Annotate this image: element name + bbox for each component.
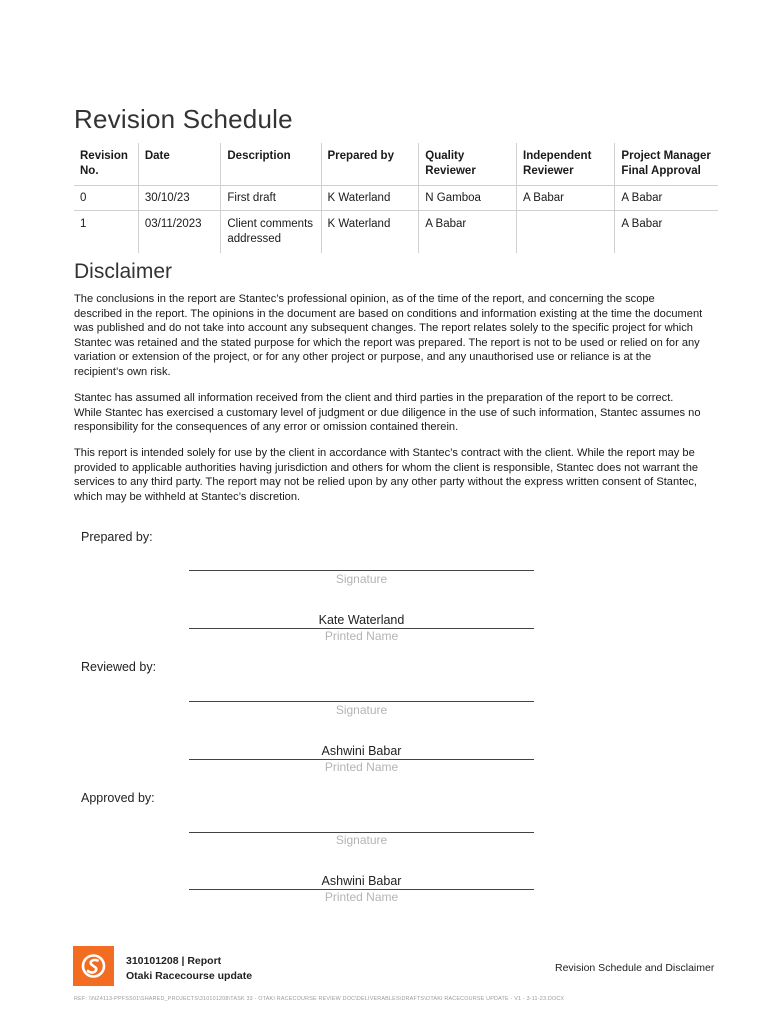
header-quality-reviewer: Quality Reviewer <box>419 143 517 186</box>
disclaimer-paragraph: The conclusions in the report are Stantec’s professional opinion, as of the time of the report, and concerning the scope described in the report. The opinions in the document are based on conditions and information existing at the time the document was published and do not take into account any subsequent changes. The report relates solely to the specific project for which Stantec was retained and the stated purpose for which the report was prepared. The report is not to be used or relied on for any variation or extension of the project, or for any other project or purpose, and any unauthorised use or reliance is at the recipient’s own risk. <box>74 293 703 378</box>
header-description: Description <box>221 143 321 186</box>
cell-independent-reviewer <box>517 211 615 254</box>
printed-name-hint: Printed Name <box>324 760 399 774</box>
cell-pm-approval: A Babar <box>615 211 718 254</box>
printed-name-hint: Printed Name <box>324 890 399 904</box>
cell-description: First draft <box>221 186 321 211</box>
printed-name: Ashwini Babar <box>321 874 402 888</box>
header-pm-approval: Project Manager Final Approval <box>615 143 718 186</box>
cell-date: 03/11/2023 <box>138 211 221 254</box>
revision-schedule-table <box>74 143 718 253</box>
signature-hint: Signature <box>335 703 388 717</box>
approved-by-label: Approved by: <box>81 791 155 805</box>
cell-description: Client comments addressed <box>221 211 321 254</box>
cell-quality-reviewer: A Babar <box>419 211 517 254</box>
cell-prepared-by: K Waterland <box>321 186 419 211</box>
footer-section-title: Revision Schedule and Disclaimer <box>555 962 715 974</box>
footer-project-code: 310101208 | Report <box>126 955 222 967</box>
signature-line <box>189 570 534 571</box>
prepared-by-label: Prepared by: <box>81 530 153 544</box>
cell-pm-approval: A Babar <box>615 186 718 211</box>
table-header-row <box>74 143 718 186</box>
stantec-logo-mark <box>73 946 114 986</box>
cell-revision: 1 <box>80 218 87 230</box>
reviewed-by-label: Reviewed by: <box>81 660 157 674</box>
footer-reference-path: REF: \\NZ4113-PPFSS01\SHARED_PROJECTS\310101208\TASK 33 - OTAKI RACECOURSE REVIEW DOC\DELIVERABLES\DRAFTS\OTAKI RACECOURSE UPDATE - V1 - 3-11-23.DOCX <box>74 996 565 1002</box>
header-independent-reviewer: Independent Reviewer <box>517 143 615 186</box>
header-prepared-by: Prepared by <box>321 143 419 186</box>
cell-revision: 0 <box>74 186 138 211</box>
signature-line <box>189 701 534 702</box>
revision-schedule-title: Revision Schedule <box>74 104 293 134</box>
printed-name-hint: Printed Name <box>324 629 399 643</box>
disclaimer-paragraph: This report is intended solely for use by the client in accordance with Stantec’s contract with the client. While the report may be provided to applicable authorities having jurisdiction and others for whom the client is responsible, Stantec does not warrant the services to any third party. The report may not be relied upon by any other party without the express written consent of Stantec, which may be withheld at Stantec’s discretion. <box>74 447 699 503</box>
footer-project-info <box>126 954 252 984</box>
footer-project-name: Otaki Racecourse update <box>126 970 253 982</box>
cell-quality-reviewer: N Gamboa <box>419 186 517 211</box>
header-date: Date <box>138 143 221 186</box>
printed-name: Ashwini Babar <box>321 744 402 758</box>
signature-hint: Signature <box>335 833 388 847</box>
signature-hint: Signature <box>335 572 388 586</box>
stantec-logo-icon <box>73 946 114 986</box>
disclaimer-paragraph: Stantec has assumed all information received from the client and third parties in the preparation of the report to be correct. While Stantec has exercised a customary level of judgment or due diligence in the use of such information, Stantec assumes no responsibility for the consequences of any error or omission contained therein. <box>74 392 701 434</box>
table-row <box>74 186 718 211</box>
cell-prepared-by: K Waterland <box>321 211 419 254</box>
cell-date: 30/10/23 <box>138 186 221 211</box>
header-revision: Revision No. <box>74 143 138 186</box>
disclaimer-title: Disclaimer <box>74 260 173 283</box>
table-row <box>74 211 718 254</box>
cell-independent-reviewer: A Babar <box>517 186 615 211</box>
printed-name: Kate Waterland <box>318 613 405 627</box>
